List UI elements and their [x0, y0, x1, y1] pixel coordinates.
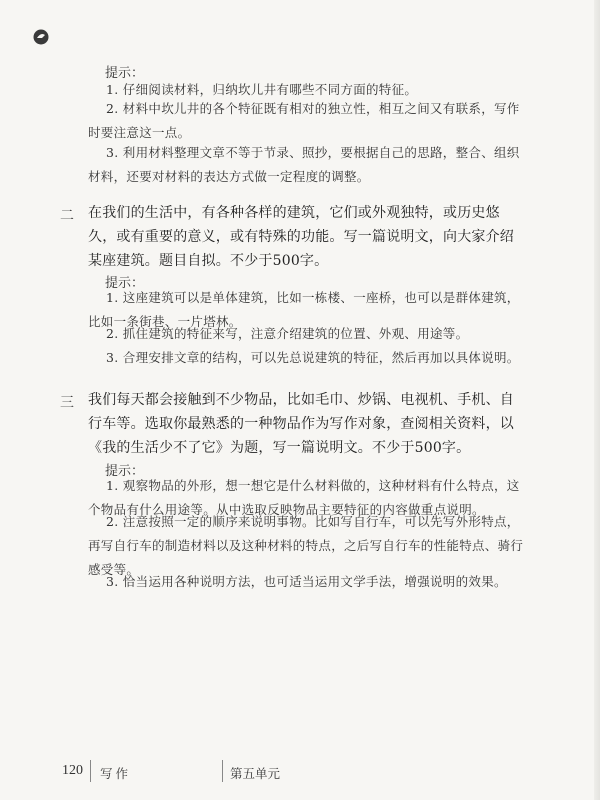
hint-title: 提示： [105, 276, 145, 291]
question-number: 二 [60, 208, 74, 224]
hint-title: 提示： [105, 66, 145, 81]
hint-item: 3. 恰当运用各种说明方法，也可适当运用文学手法，增强说明的效果。 [106, 574, 507, 589]
hint-item: 2. 材料中坎儿井的各个特征既有相对的独立性，相互之间又有联系，写作时要注意这一点。 [88, 101, 520, 140]
hint-item: 3. 合理安排文章的结构，可以先总说建筑的特征，然后再加以具体说明。 [106, 350, 520, 365]
hint-item: 3. 利用材料整理文章不等于节录、照抄，要根据自己的思路，整合、组织材料，还要对材料的表达方式做一定程度的调整。 [88, 145, 520, 184]
question-number: 三 [60, 395, 74, 411]
question-text: 在我们的生活中，有各种各样的建筑，它们或外观独特，或历史悠久，或有重要的意义，或有特殊的功能。写一篇说明文，向大家介绍某座建筑。题目自拟。不少于500字。 [88, 205, 514, 269]
footer-unit-label: 第五单元 [230, 766, 281, 781]
footer-divider [90, 760, 91, 782]
footer-divider [222, 760, 223, 782]
hint-item: 1. 观察物品的外形，想一想它是什么材料做的，这种材料有什么特点，这个物品有什么用途等。从中选取反映物品主要特征的内容做重点说明。 [88, 478, 520, 517]
hint-title: 提示： [105, 464, 145, 479]
page-number: 120 [62, 763, 83, 778]
footer-section-label: 写作 [100, 766, 132, 781]
hint-item: 2. 注意按照一定的顺序来说明事物。比如写自行车，可以先写外形特点，再写自行车的制造材料以及这种材料的特点，之后写自行车的性能特点、骑行感受等。 [88, 514, 524, 577]
hint-item: 2. 抓住建筑的特征来写，注意介绍建筑的位置、外观、用途等。 [106, 326, 469, 341]
back-circle-icon[interactable] [33, 29, 49, 45]
hint-item: 1. 仔细阅读材料，归纳坎儿井有哪些不同方面的特征。 [106, 82, 418, 97]
question-text: 我们每天都会接触到不少物品，比如毛巾、炒锅、电视机、手机、自行车等。选取你最熟悉的一种物品作为写作对象，查阅相关资料，以《我的生活少不了它》为题，写一篇说明文。不少于500字。 [88, 392, 514, 456]
page-edge-shadow [594, 0, 600, 800]
hint-item: 1. 这座建筑可以是单体建筑，比如一栋楼、一座桥，也可以是群体建筑，比如一条街巷、一片塔林。 [88, 290, 520, 329]
